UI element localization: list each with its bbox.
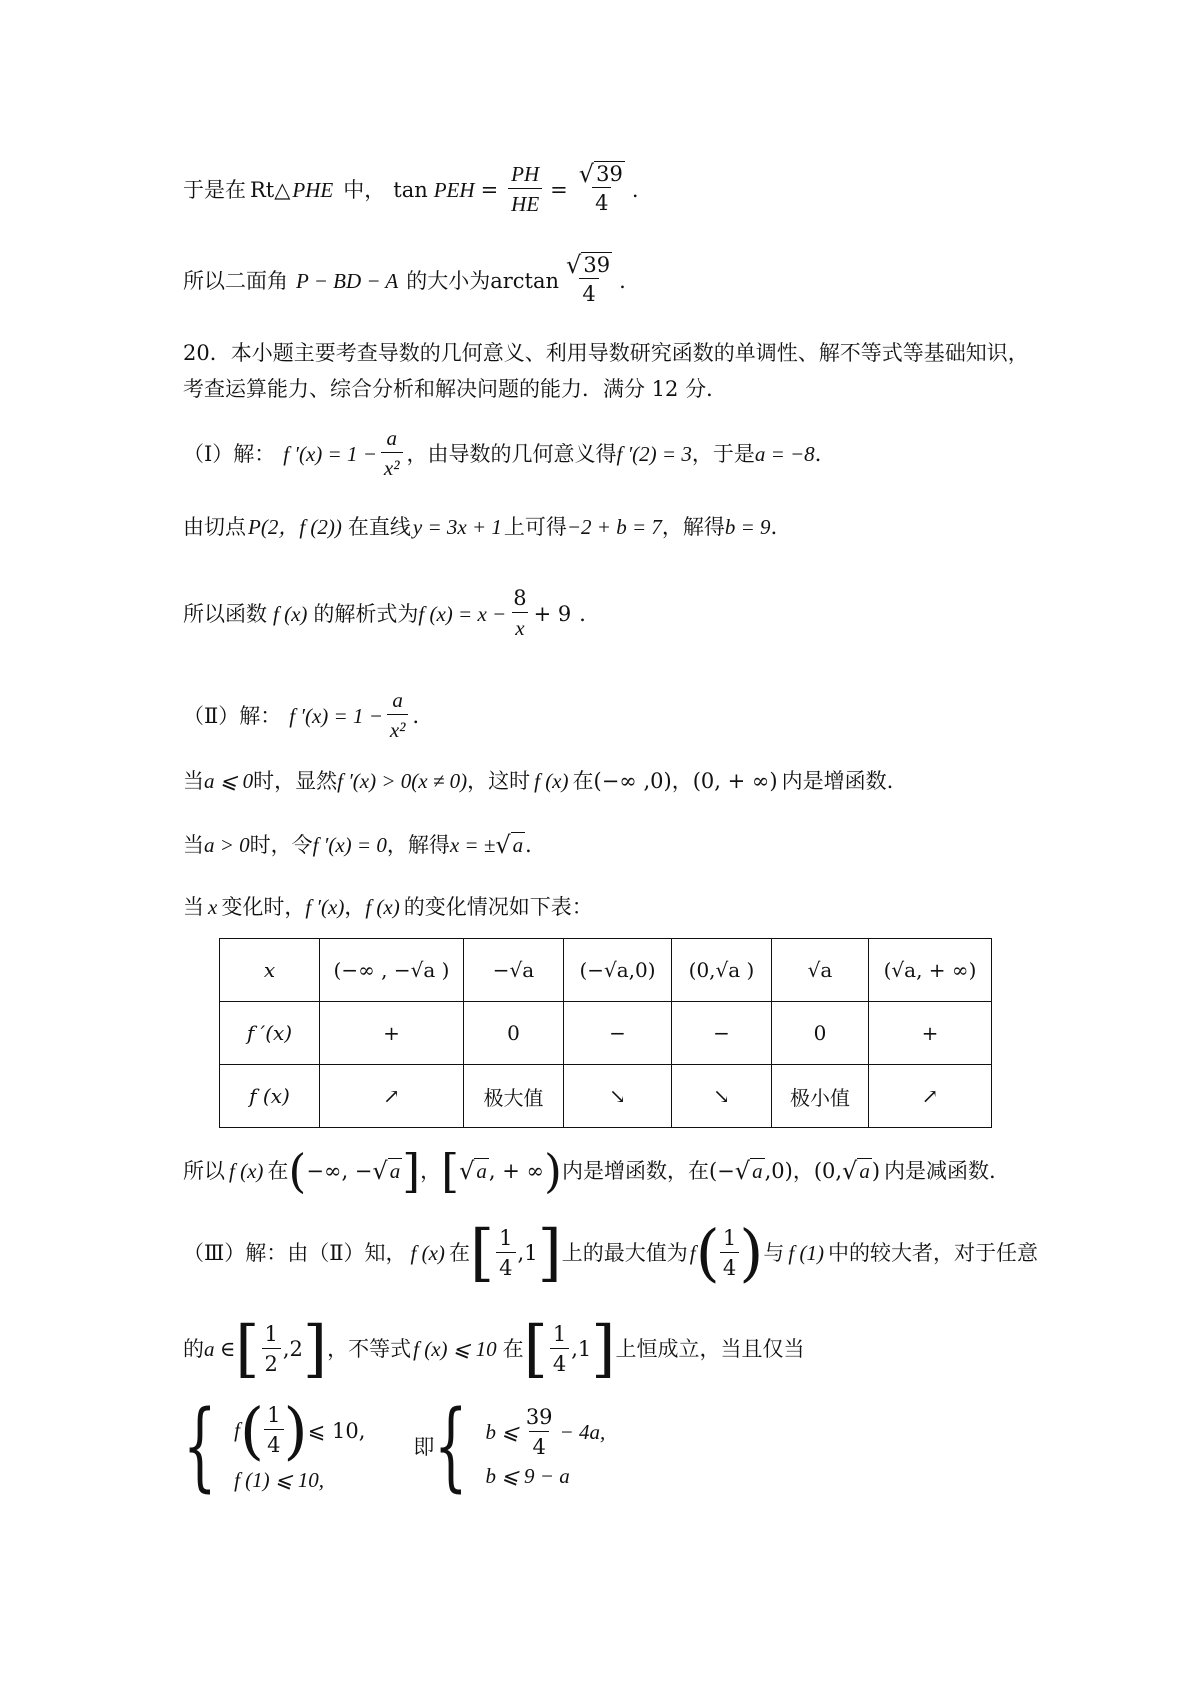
fraction-39-4: [523, 1403, 556, 1462]
math: f (x): [229, 1159, 264, 1183]
brace-left: {: [434, 1390, 468, 1502]
text: 中的较大者，对于任意: [827, 1241, 1038, 1265]
text: ，这时: [467, 769, 531, 793]
period: .: [619, 268, 626, 293]
math: ⩽ 10,: [307, 1418, 366, 1443]
text: 在: [502, 1337, 524, 1361]
math: y = 3x + 1: [412, 515, 502, 539]
text: 上可得: [503, 515, 567, 539]
sqrt: √ a: [842, 1157, 870, 1185]
text: ，于是: [691, 441, 755, 466]
table-cell: 0: [464, 1002, 564, 1065]
fraction-a-x2: [381, 424, 403, 483]
sqrt: √ a: [734, 1157, 763, 1185]
text: 的: [183, 1337, 204, 1361]
numerator: 39: [525, 1405, 553, 1429]
math: − 4a,: [559, 1420, 606, 1444]
math: ,2: [282, 1337, 303, 1361]
math: f (x) ⩽ 10: [413, 1337, 497, 1361]
math: x = ±: [449, 833, 496, 857]
text: ，由导数的几何意义得: [406, 441, 617, 466]
paren-right: ): [739, 1216, 764, 1289]
period: ．: [770, 515, 792, 539]
text: 在直线: [347, 515, 411, 539]
text: 在: [572, 769, 594, 793]
math: f ′(x) = 1 −: [283, 441, 377, 466]
table-cell: −: [564, 1002, 672, 1065]
math: f (1): [788, 1241, 824, 1265]
period: ．: [579, 601, 601, 626]
part-2-case-a-le-0: [183, 766, 893, 796]
math: ): [871, 1159, 881, 1183]
part-1-derivative: [183, 424, 836, 483]
denominator: 4: [720, 1252, 739, 1283]
math: f (x) = x −: [418, 601, 507, 626]
text: ，: [420, 1159, 442, 1183]
text: ，: [792, 1159, 814, 1183]
variation-table: [219, 938, 992, 1128]
table-cell: √a: [772, 939, 869, 1002]
radicand: a: [859, 1159, 870, 1183]
table-cell: (−∞ , −√a ): [320, 939, 464, 1002]
denominator: x²: [387, 714, 409, 745]
text: 上的最大值为: [561, 1241, 688, 1265]
sqrt: √ a: [459, 1157, 487, 1185]
paren-right: ): [544, 1144, 562, 1198]
numerator: 8: [513, 586, 527, 610]
math: f ′(x): [305, 895, 345, 919]
radicand: a: [476, 1159, 487, 1183]
paren-left: (: [695, 1216, 720, 1289]
part-2-conclusion: [183, 1144, 996, 1198]
table-cell-header-x: x: [220, 939, 320, 1002]
math: f (x): [410, 1241, 445, 1265]
math: b = 9: [724, 515, 771, 539]
fraction-1-4: [264, 1401, 283, 1460]
math: P − BD − A: [296, 268, 399, 293]
numerator: 1: [264, 1321, 278, 1346]
math: f ′(x) > 0(x ≠ 0): [337, 769, 468, 793]
text: 于是在: [183, 177, 246, 202]
math: b ⩽ 9 − a: [485, 1464, 570, 1488]
math: ,1: [571, 1337, 592, 1361]
text: 上恒成立，当且仅当: [615, 1337, 805, 1361]
bracket-right: ]: [302, 1312, 328, 1385]
math: + 9: [533, 601, 572, 626]
fraction-8-x: [510, 584, 529, 643]
text: 所以函数: [183, 601, 267, 626]
part-1-result: [183, 584, 600, 643]
numerator: PH: [511, 162, 540, 186]
bracket-left: [: [235, 1312, 260, 1385]
math: PHE: [292, 177, 334, 202]
math: f: [689, 1241, 696, 1265]
part-label: （Ⅰ）解：: [183, 441, 276, 466]
question-20-intro-line1: 20．本小题主要考查导数的几何意义、利用导数研究函数的单调性、解不等式等基础知识，: [183, 341, 1029, 365]
math: f ′(x) = 1 −: [289, 703, 383, 728]
denominator: x: [512, 612, 527, 643]
numerator: 1: [267, 1403, 281, 1427]
fraction-1-4: [720, 1224, 739, 1283]
system-line: [485, 1403, 605, 1462]
text: 当: [183, 895, 204, 919]
numerator: a: [392, 688, 403, 712]
table-cell: (−√a,0): [564, 939, 672, 1002]
period: ．: [412, 703, 434, 728]
math: a = −8: [754, 441, 815, 466]
system-line: [485, 1464, 605, 1489]
system-line: [234, 1468, 365, 1493]
fraction-ph-he: [508, 160, 542, 219]
math: f (x): [534, 769, 569, 793]
text: ，不等式: [327, 1337, 412, 1361]
part-label: （Ⅱ）解：: [183, 703, 282, 728]
table-cell: ↗: [869, 1065, 992, 1128]
sqrt: √ 39: [566, 251, 611, 279]
text: ，: [344, 895, 366, 919]
math: f (x): [273, 601, 308, 626]
table-cell: −√a: [464, 939, 564, 1002]
part-2-table-intro: [183, 892, 593, 922]
text: 与: [763, 1241, 785, 1265]
table-cell: 极小值: [772, 1065, 869, 1128]
text: 时，显然: [253, 769, 338, 793]
table-cell: (0,√a ): [672, 939, 772, 1002]
denominator: 4: [550, 1348, 569, 1379]
math: a > 0: [204, 833, 250, 857]
fraction-sqrt39-4: [563, 252, 615, 309]
text: 内是增函数，在: [561, 1159, 709, 1183]
text: 所以二面角: [183, 268, 288, 293]
math: PEH: [433, 177, 475, 202]
period: .: [631, 177, 639, 202]
sqrt: √ a: [495, 831, 524, 859]
numerator: 1: [499, 1225, 513, 1250]
table-cell-header-fprime: f ′(x): [220, 1002, 320, 1065]
denominator: 2: [262, 1348, 281, 1379]
table-cell: ↘: [564, 1065, 672, 1128]
table-cell-header-f: f (x): [220, 1065, 320, 1128]
math: −2 + b = 7: [566, 515, 662, 539]
radicand: a: [389, 1159, 401, 1183]
table-cell: (√a, + ∞): [869, 939, 992, 1002]
paren-left: (: [288, 1144, 307, 1198]
math: x: [208, 895, 218, 919]
numerator: a: [386, 426, 397, 450]
table-cell: −: [672, 1002, 772, 1065]
text: 在: [267, 1159, 289, 1183]
period: ．: [525, 833, 547, 857]
math: a ⩽ 0: [204, 769, 254, 793]
part-label: （Ⅲ）解：由（Ⅱ）知，: [183, 1241, 407, 1265]
text: 时，令: [249, 833, 313, 857]
math: b ⩽: [485, 1420, 519, 1444]
bracket-right: ]: [537, 1216, 562, 1289]
table-cell: ↗: [320, 1065, 464, 1128]
bracket-left: [: [469, 1216, 495, 1289]
math: (−: [708, 1159, 735, 1183]
math: P(2，f (2)): [248, 515, 342, 539]
text: Rt: [250, 177, 275, 202]
table-row: [220, 1065, 992, 1128]
table-cell: +: [869, 1002, 992, 1065]
text: 由切点: [183, 515, 246, 539]
denominator: 4: [496, 1252, 515, 1283]
text: 的变化情况如下表：: [403, 895, 593, 919]
part-2-case-a-gt-0: [183, 830, 546, 860]
fraction-a-x2: [387, 686, 409, 745]
numerator: 1: [552, 1321, 567, 1346]
radicand: 39: [596, 162, 623, 186]
denominator: 4: [529, 1431, 548, 1462]
table-cell: ↘: [672, 1065, 772, 1128]
triangle-symbol: △: [274, 177, 291, 202]
text: 内是减函数.: [884, 1159, 996, 1183]
math: ,1: [517, 1241, 538, 1265]
part-3-line2: [183, 1312, 805, 1385]
fraction-sqrt39-4: [576, 161, 628, 218]
text: 中，: [343, 177, 386, 202]
math: f (1) ⩽ 10,: [234, 1467, 324, 1492]
math: f ′(2) = 3: [616, 441, 692, 466]
bracket-right: ]: [591, 1312, 616, 1385]
line-dihedral-angle: [183, 252, 626, 309]
math: a ∈: [204, 1337, 236, 1361]
text: ，解得: [661, 515, 725, 539]
denominator: x²: [381, 452, 403, 483]
interval: (0, + ∞): [692, 769, 778, 793]
text: 在: [448, 1241, 470, 1265]
text: 的解析式为: [313, 601, 419, 626]
denominator: 4: [264, 1429, 283, 1460]
text: 即: [413, 1435, 435, 1459]
table-row: [220, 939, 992, 1002]
bracket-left: [: [441, 1144, 460, 1198]
interval: (−∞ ,0): [593, 769, 672, 793]
denominator: 4: [579, 278, 598, 309]
sqrt: √ 39: [578, 160, 623, 188]
math: −∞, −: [306, 1159, 373, 1183]
denominator: 4: [592, 187, 611, 218]
part-2-derivative: [183, 686, 433, 745]
numerator: 1: [722, 1225, 737, 1250]
radicand: a: [752, 1159, 763, 1183]
equals: =: [480, 177, 499, 202]
text: 内是增函数.: [781, 769, 894, 793]
math: f ′(x) = 0: [312, 833, 387, 857]
bracket-left: [: [523, 1312, 548, 1385]
table-cell: 极大值: [464, 1065, 564, 1128]
math: , + ∞: [488, 1159, 545, 1183]
paren-left: (: [239, 1393, 265, 1467]
text: 变化时，: [221, 895, 306, 919]
system-right-lines: [485, 1403, 605, 1489]
math: f: [234, 1418, 240, 1442]
table-cell: 0: [772, 1002, 869, 1065]
inequality-system: [183, 1390, 606, 1502]
math: tan: [393, 177, 428, 202]
system-line: [234, 1393, 366, 1467]
math: ,0): [764, 1159, 793, 1183]
math: (0,: [813, 1159, 843, 1183]
fraction-1-4: [496, 1224, 515, 1283]
text: 当: [183, 833, 204, 857]
denominator: HE: [508, 188, 542, 219]
text: ，: [671, 769, 693, 793]
text: 的大小为arctan: [406, 268, 560, 293]
sqrt: √ a: [372, 1157, 401, 1185]
text: ，解得: [386, 833, 450, 857]
equals: =: [550, 177, 568, 202]
period: ．: [814, 441, 836, 466]
text: 当: [183, 769, 204, 793]
part-1-tangent-point: [183, 512, 792, 542]
radicand: 39: [583, 253, 611, 277]
table-cell: +: [320, 1002, 464, 1065]
text: 所以: [183, 1159, 225, 1183]
paren-right: ): [283, 1393, 308, 1467]
fraction-1-2: [262, 1320, 281, 1379]
radicand: a: [512, 833, 524, 857]
part-3-line1: [183, 1216, 1038, 1289]
question-20-intro-line2: 考查运算能力、综合分析和解决问题的能力．满分 12 分．: [183, 377, 728, 401]
fraction-1-4: [550, 1320, 569, 1379]
line-tan-peh: [183, 160, 639, 219]
table-row: [220, 1002, 992, 1065]
math: f (x): [365, 895, 400, 919]
brace-left: {: [183, 1390, 217, 1502]
bracket-right: ]: [402, 1144, 421, 1198]
system-left-lines: [234, 1393, 366, 1493]
